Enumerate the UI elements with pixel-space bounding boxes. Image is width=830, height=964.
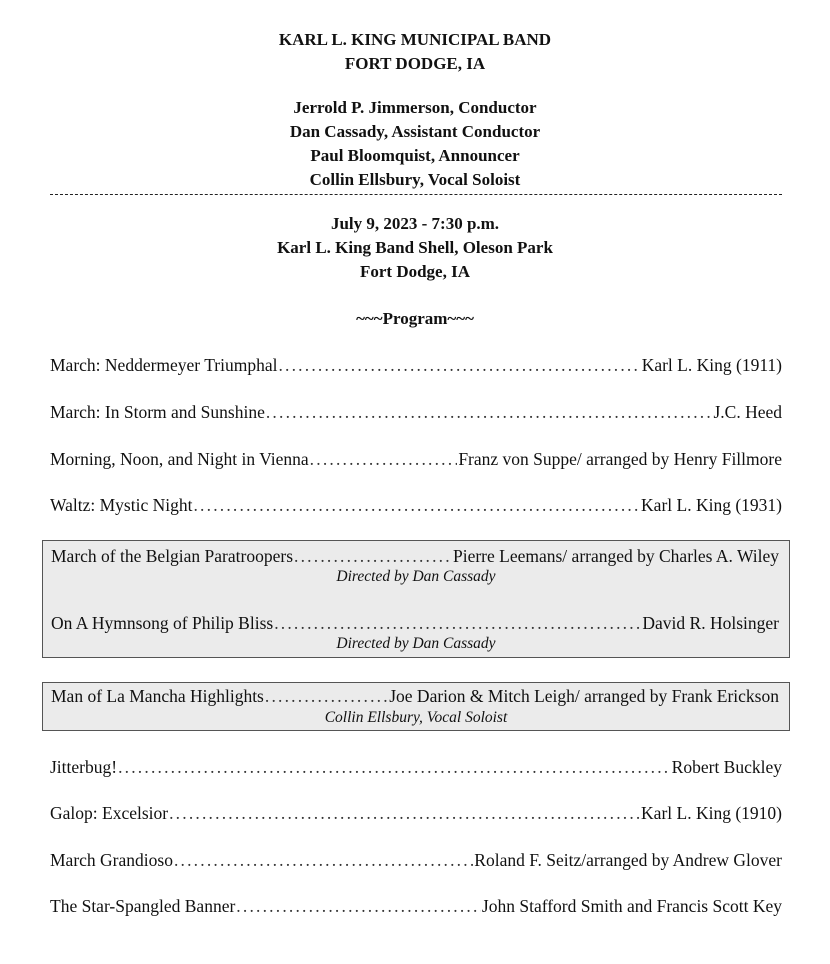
dot-leader bbox=[193, 493, 640, 517]
piece-title: March: In Storm and Sunshine bbox=[50, 402, 265, 422]
piece-title: March Grandioso bbox=[50, 850, 173, 870]
piece-title: Galop: Excelsior bbox=[50, 803, 169, 823]
band-header bbox=[0, 28, 830, 76]
piece-title: The Star-Spangled Banner bbox=[50, 896, 236, 916]
piece-title: On A Hymnsong of Philip Bliss bbox=[51, 613, 274, 633]
piece-credit: J.C. Heed bbox=[713, 402, 782, 422]
piece-credit: Roland F. Seitz/arranged by Andrew Glover bbox=[474, 850, 782, 870]
piece-credit: Karl L. King (1911) bbox=[641, 355, 782, 375]
event-info bbox=[0, 212, 830, 284]
piece-title: March of the Belgian Paratroopers bbox=[51, 546, 294, 566]
piece-credit: Franz von Suppe/ arranged by Henry Fillmore bbox=[458, 449, 782, 469]
dot-leader bbox=[174, 848, 473, 872]
band-name: KARL L. KING MUNICIPAL BAND bbox=[278, 30, 552, 49]
staff-assistant-conductor: Dan Cassady, Assistant Conductor bbox=[289, 122, 541, 141]
dot-leader bbox=[278, 353, 640, 377]
dot-leader bbox=[310, 447, 458, 471]
dot-leader bbox=[274, 611, 641, 635]
piece-credit: John Stafford Smith and Francis Scott Key bbox=[481, 896, 782, 916]
staff-vocal-soloist: Collin Ellsbury, Vocal Soloist bbox=[309, 170, 521, 189]
piece-note: Directed by Dan Cassady bbox=[336, 568, 496, 585]
piece-title: March: Neddermeyer Triumphal bbox=[50, 355, 278, 375]
program-entry bbox=[51, 611, 779, 635]
event-venue: Karl L. King Band Shell, Oleson Park bbox=[277, 238, 553, 257]
dot-leader bbox=[118, 755, 671, 779]
program-entry bbox=[50, 400, 782, 424]
piece-note: Directed by Dan Cassady bbox=[336, 635, 496, 652]
piece-credit: Karl L. King (1910) bbox=[641, 803, 782, 823]
dot-leader bbox=[265, 684, 388, 708]
piece-title: Morning, Noon, and Night in Vienna bbox=[50, 449, 309, 469]
dot-leader bbox=[236, 894, 481, 918]
program-entry bbox=[50, 353, 782, 377]
piece-credit: Joe Darion & Mitch Leigh/ arranged by Frank Erickson bbox=[389, 686, 779, 706]
piece-credit: David R. Holsinger bbox=[642, 613, 779, 633]
program-entry bbox=[50, 447, 782, 471]
event-date-time: July 9, 2023 - 7:30 p.m. bbox=[330, 214, 500, 233]
piece-credit: Robert Buckley bbox=[671, 757, 782, 777]
program-entry bbox=[50, 894, 782, 918]
event-location: Fort Dodge, IA bbox=[359, 262, 470, 281]
program-entry bbox=[51, 684, 779, 708]
dashed-divider bbox=[50, 194, 782, 196]
piece-note: Collin Ellsbury, Vocal Soloist bbox=[324, 709, 508, 726]
dot-leader bbox=[294, 544, 452, 568]
staff-conductor: Jerrold P. Jimmerson, Conductor bbox=[293, 98, 537, 117]
program-heading: ~~~Program~~~ bbox=[356, 309, 474, 328]
dot-leader bbox=[169, 801, 640, 825]
staff-list bbox=[0, 96, 830, 192]
program-entry bbox=[50, 755, 782, 779]
piece-credit: Karl L. King (1931) bbox=[641, 495, 782, 515]
staff-announcer: Paul Bloomquist, Announcer bbox=[310, 146, 520, 165]
program-entry bbox=[50, 801, 782, 825]
program-entry bbox=[50, 493, 782, 517]
program-entry bbox=[51, 544, 779, 568]
piece-title: Waltz: Mystic Night bbox=[50, 495, 193, 515]
band-city: FORT DODGE, IA bbox=[344, 54, 486, 73]
piece-credit: Pierre Leemans/ arranged by Charles A. Wiley bbox=[452, 546, 779, 566]
program-entry bbox=[50, 848, 782, 872]
dot-leader bbox=[266, 400, 713, 424]
assistant-conductor-box bbox=[42, 540, 790, 658]
vocal-soloist-box bbox=[42, 682, 790, 731]
piece-title: Jitterbug! bbox=[50, 757, 118, 777]
piece-title: Man of La Mancha Highlights bbox=[51, 686, 264, 706]
